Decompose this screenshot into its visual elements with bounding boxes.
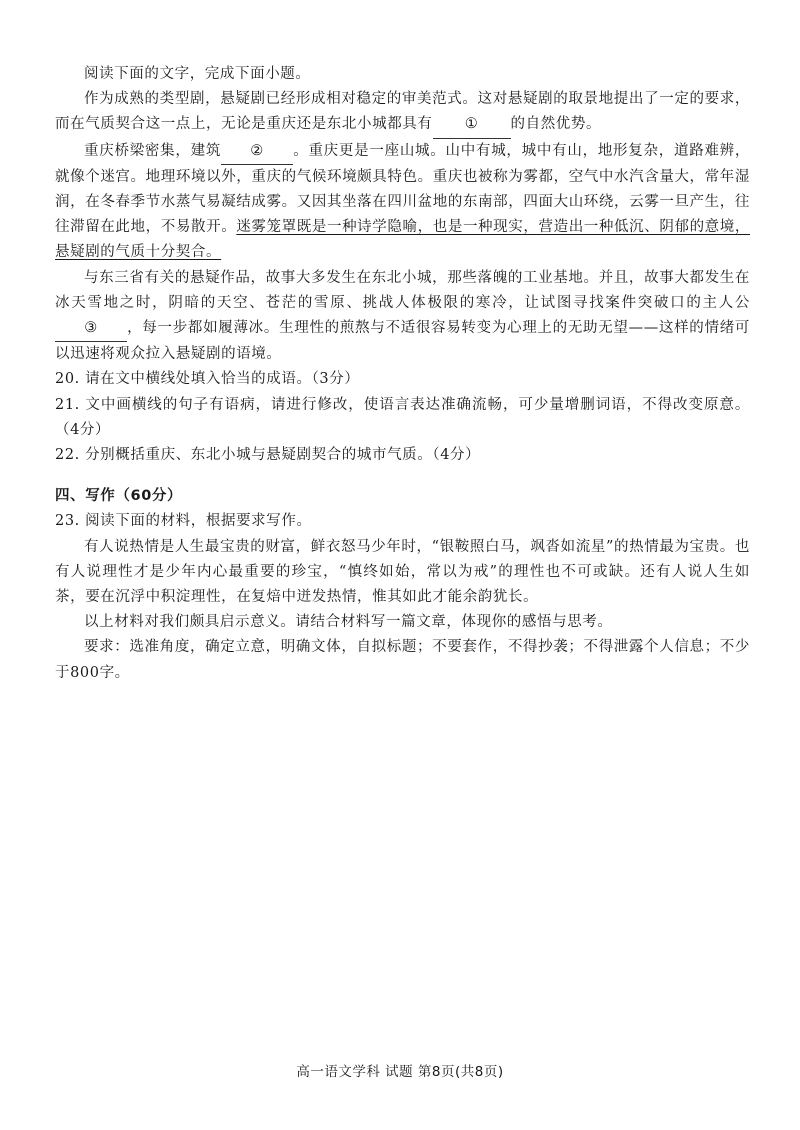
underlined-sentence: 迷雾笼罩既是一种诗学隐喻，也是一种现实，营造出一种低沉、阴郁的意境，悬疑剧的气质十分契合。 [55,219,750,261]
writing-requirements: 要求：选准角度，确定立意，明确文体，自拟标题；不要套作，不得抄袭；不得泄露个人信息；不少于800字。 [55,639,750,681]
p1-text-b: 的自然优势。 [510,116,602,133]
passage-paragraph-2 [55,139,750,266]
passage-paragraph-1 [55,87,750,138]
p3-text-a: 与东三省有关的悬疑作品，故事大多发生在东北小城，那些落魄的工业基地。并且，故事大都发生在冰天雪地之时，阴暗的天空、苍茫的雪原、挑战人体极限的寒冷，让试图寻找案件突破口的主人公 [55,269,750,311]
exam-page [55,62,750,686]
p3-text-b: ，每一步都如履薄冰。生理性的煎熬与不适很容易转变为心理上的无助无望——这样的情绪可以迅速将观众拉入悬疑剧的语境。 [55,320,750,363]
writing-material-2: 以上材料对我们颇具启示意义。请结合材料写一篇文章，体现你的感悟与思考。 [84,614,613,631]
writing-material-1: 有人说热情是人生最宝贵的财富，鲜衣怒马少年时，“银鞍照白马，飒沓如流星”的热情最为宝贵。也有人说理性才是少年内心最重要的珍宝，“慎终如始，常以为戒”的理性也不可或缺。还有人说人生如茶，要在沉浮中积淀理性，在复焙中迸发热情，惟其如此才能余韵犹长。 [55,538,750,606]
writing-section-heading: 四、写作（60分） [55,488,183,505]
question-21: 21. 文中画横线的句子有语病，请进行修改，使语言表达准确流畅，可少量增删词语，不得改变原意。（4分） [55,396,750,438]
blank-1: ① [433,112,511,138]
question-22: 22. 分别概括重庆、东北小城与悬疑剧契合的城市气质。（4分） [55,447,481,464]
p1-text-a: 作为成熟的类型剧，悬疑剧已经形成相对稳定的审美范式。这对悬疑剧的取景地提出了一定的要求，而在气质契合这一点上，无论是重庆还是东北小城都具有 [55,91,750,133]
p2-text-a: 重庆桥梁密集，建筑 [84,142,222,159]
question-23: 23. 阅读下面的材料，根据要求写作。 [55,513,312,530]
blank-3: ③ [55,316,127,342]
p2-text-b: 。重庆更是一座山城。山中有城，城中有山，地形复杂，道路难辨，就像个迷宫。地理环境以外，重庆的气候环境颇具特色。重庆也被称为雾都，空气中水汽含量大，常年湿润，在冬春季节水蒸气易凝结成雾。又因其坐落在四川盆地的东南部，四面大山环绕，云雾一旦产生，往往滞留在此地，不易散开。 [55,142,750,236]
passage-paragraph-3 [55,266,750,368]
passage-intro: 阅读下面的文字，完成下面小题。 [84,66,311,82]
question-20: 20. 请在文中横线处填入恰当的成语。（3分） [55,371,360,388]
page-footer: 高一语文学科 试题 第8页(共8页) [296,1064,504,1080]
blank-2: ② [221,139,293,165]
